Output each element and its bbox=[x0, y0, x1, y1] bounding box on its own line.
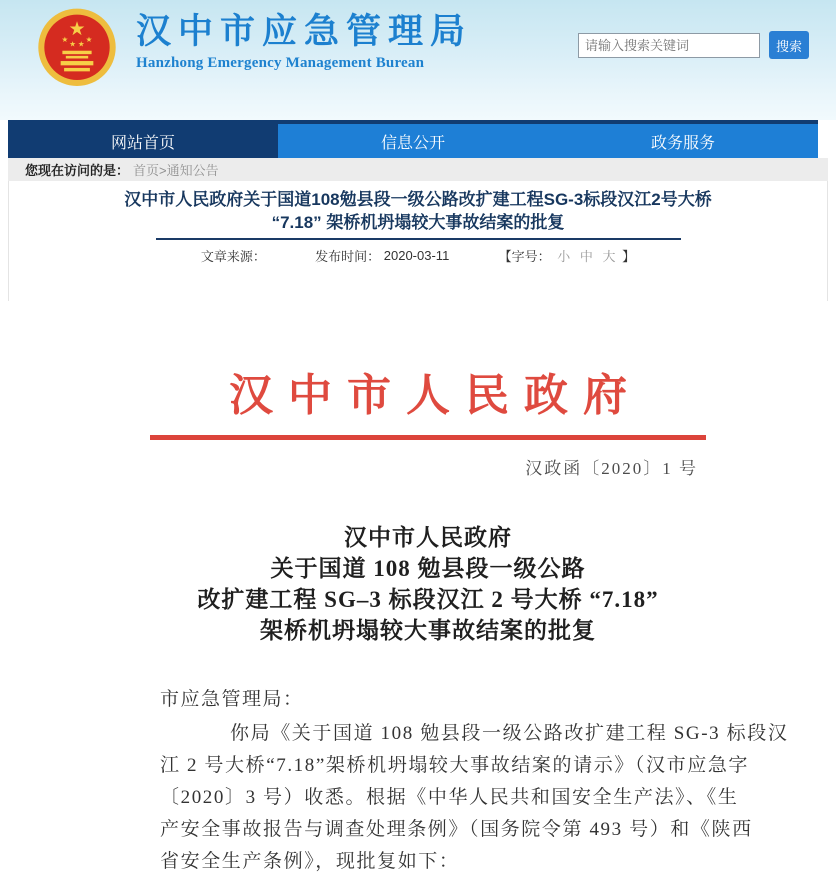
site-header bbox=[0, 0, 836, 120]
document-ref-number: 汉政函〔2020〕1 号 bbox=[525, 459, 698, 478]
fontsize-small-button[interactable]: 小 bbox=[557, 249, 571, 264]
document-title-line: 架桥机坍塌较大事故结案的批复 bbox=[260, 618, 596, 643]
meta-fontsize-prefix: 【字号： bbox=[498, 249, 551, 264]
title-divider bbox=[156, 238, 681, 240]
svg-text:★: ★ bbox=[61, 35, 69, 45]
meta-fontsize-suffix: 】 bbox=[622, 249, 636, 264]
document-title-line: 汉中市人民政府 bbox=[344, 525, 512, 550]
article-title: 汉中市人民政府关于国道108勉县段一级公路改扩建工程SG-3标段汉江2号大桥 “7.18” 架桥机坍塌较大事故结案的批复 bbox=[124, 190, 712, 232]
breadcrumb bbox=[8, 158, 828, 181]
document-body bbox=[160, 718, 789, 878]
document-body-line: 你局《关于国道 108 勉县段一级公路改扩建工程 SG-3 标段汉 bbox=[230, 723, 789, 744]
svg-text:★: ★ bbox=[77, 39, 85, 49]
nav-item-info-disclosure[interactable]: 信息公开 bbox=[380, 134, 445, 152]
document-salutation: 市应急管理局： bbox=[160, 689, 304, 710]
document-title-line: 改扩建工程 SG–3 标段汉江 2 号大桥 “7.18” bbox=[197, 587, 659, 612]
article-header-panel bbox=[8, 181, 828, 301]
fontsize-medium-button[interactable]: 中 bbox=[579, 249, 593, 264]
document-body-line: 省安全生产条例》，现批复如下： bbox=[160, 851, 460, 872]
nav-item-gov-services[interactable]: 政务服务 bbox=[650, 134, 715, 152]
letterhead-double-rule bbox=[150, 435, 706, 440]
svg-text:★: ★ bbox=[68, 19, 86, 41]
document-body-line: 产安全事故报告与调查处理条例》（国务院令第 493 号）和《陕西 bbox=[160, 819, 753, 840]
meta-time-label: 发布时间： bbox=[315, 249, 381, 264]
breadcrumb-path[interactable]: 首页>通知公告 bbox=[133, 163, 219, 178]
svg-text:★: ★ bbox=[69, 39, 77, 49]
search-bar bbox=[578, 31, 809, 59]
breadcrumb-prefix: 您现在访问的是： bbox=[25, 163, 130, 178]
national-emblem-icon bbox=[34, 6, 120, 92]
search-button[interactable]: 搜索 bbox=[769, 31, 809, 59]
site-title-block bbox=[136, 12, 472, 72]
document-title-line: 关于国道 108 勉县段一级公路 bbox=[270, 556, 586, 581]
main-nav bbox=[8, 120, 818, 158]
search-input[interactable] bbox=[578, 33, 760, 58]
meta-source-label: 文章来源： bbox=[200, 249, 266, 264]
document-body-line: 〔2020〕3 号）收悉。根据《中华人民共和国安全生产法》、《生 bbox=[160, 787, 739, 808]
document-letterhead: 汉中市人民政府 bbox=[229, 371, 642, 420]
fontsize-large-button[interactable]: 大 bbox=[602, 249, 616, 264]
scanned-document bbox=[128, 367, 789, 878]
site-subtitle-en: Hanzhong Emergency Management Burean bbox=[136, 55, 425, 71]
nav-item-home[interactable]: 网站首页 bbox=[8, 124, 278, 158]
svg-text:★: ★ bbox=[85, 35, 93, 45]
document-title bbox=[128, 522, 728, 646]
article-meta bbox=[9, 246, 827, 265]
site-title: 汉中市应急管理局 bbox=[136, 12, 473, 51]
document-body-line: 江 2 号大桥“7.18”架桥机坍塌较大事故结案的请示》（汉市应急字 bbox=[160, 755, 750, 776]
meta-time-value: 2020-03-11 bbox=[383, 248, 450, 263]
